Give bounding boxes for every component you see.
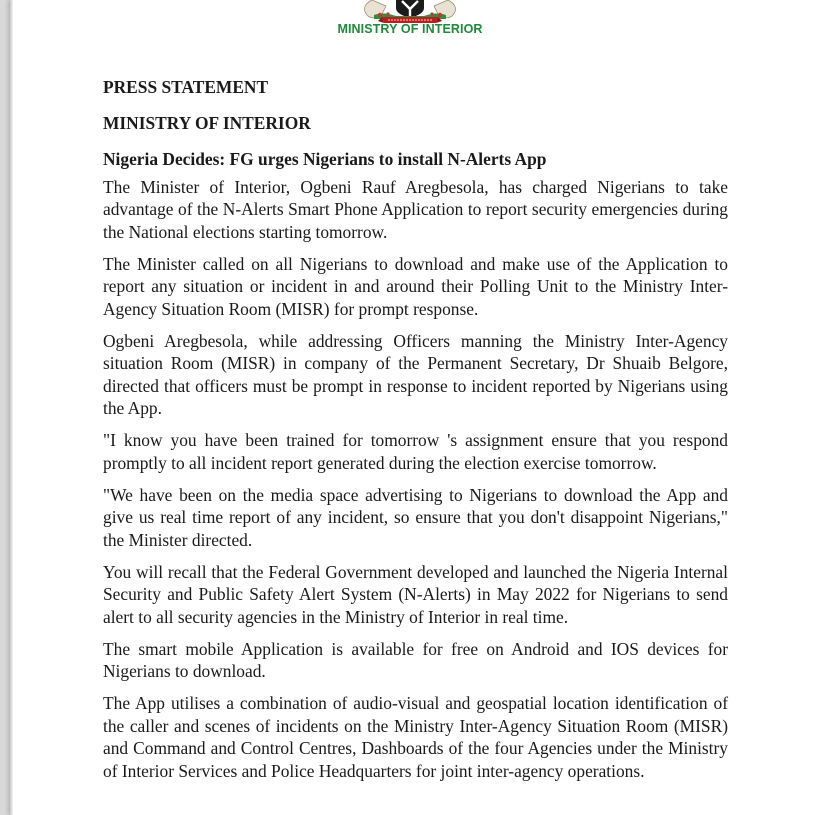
press-statement-title: PRESS STATEMENT [103, 77, 269, 97]
letterhead [10, 0, 822, 42]
letterhead-ministry-name: MINISTRY OF INTERIOR [337, 22, 483, 36]
document-page [10, 0, 822, 815]
press-statement-body [103, 76, 728, 782]
body-paragraph: The Minister called on all Nigerians to download and make use of the Application to report any situation or incident in and around their Polling Unit to the Ministry Inter-Agency Situation Room (MISR) for prompt response. [103, 253, 728, 319]
statement-subject: Nigeria Decides: FG urges Nigerians to install N-Alerts App [103, 149, 547, 169]
body-paragraph: "I know you have been trained for tomorrow 's assignment ensure that you respond promptly to all incident report generated during the election exercise tomorrow. [103, 430, 728, 473]
body-paragraph: The smart mobile Application is available for free on Android and IOS devices for Nigerians to download. [103, 638, 728, 681]
ministry-title: MINISTRY OF INTERIOR [103, 113, 311, 133]
body-paragraph: "We have been on the media space advertising to Nigerians to download the App and give us real time report of any incident, so ensure that you don't disappoint Nigerians," the Minister directed. [103, 484, 728, 550]
body-paragraph: You will recall that the Federal Government developed and launched the Nigeria Internal Security and Public Safety Alert System (N-Alerts) in May 2022 for Nigerians to send alert to all security agencies in the Ministry of Interior in real time. [103, 561, 728, 627]
body-paragraph: Ogbeni Aregbesola, while addressing Officers manning the Ministry Inter-Agency situation Room (MISR) in company of the Permanent Secretary, Dr Shuaib Belgore, directed that officers must be prompt in response to incident reported by Nigerians using the App. [103, 330, 728, 418]
body-paragraph: The Minister of Interior, Ogbeni Rauf Aregbesola, has charged Nigerians to take advantage of the N-Alerts Smart Phone Application to report security emergencies during the National elections starting tomorrow. [103, 176, 728, 242]
body-paragraph: The App utilises a combination of audio-visual and geospatial location identification of the caller and scenes of incidents on the Ministry Inter-Agency Situation Room (MISR) and Command and Control Centres, Dashboards of the four Agencies under the Ministry of Interior Services and Police Headquarters for joint inter-agency operations. [103, 693, 728, 781]
